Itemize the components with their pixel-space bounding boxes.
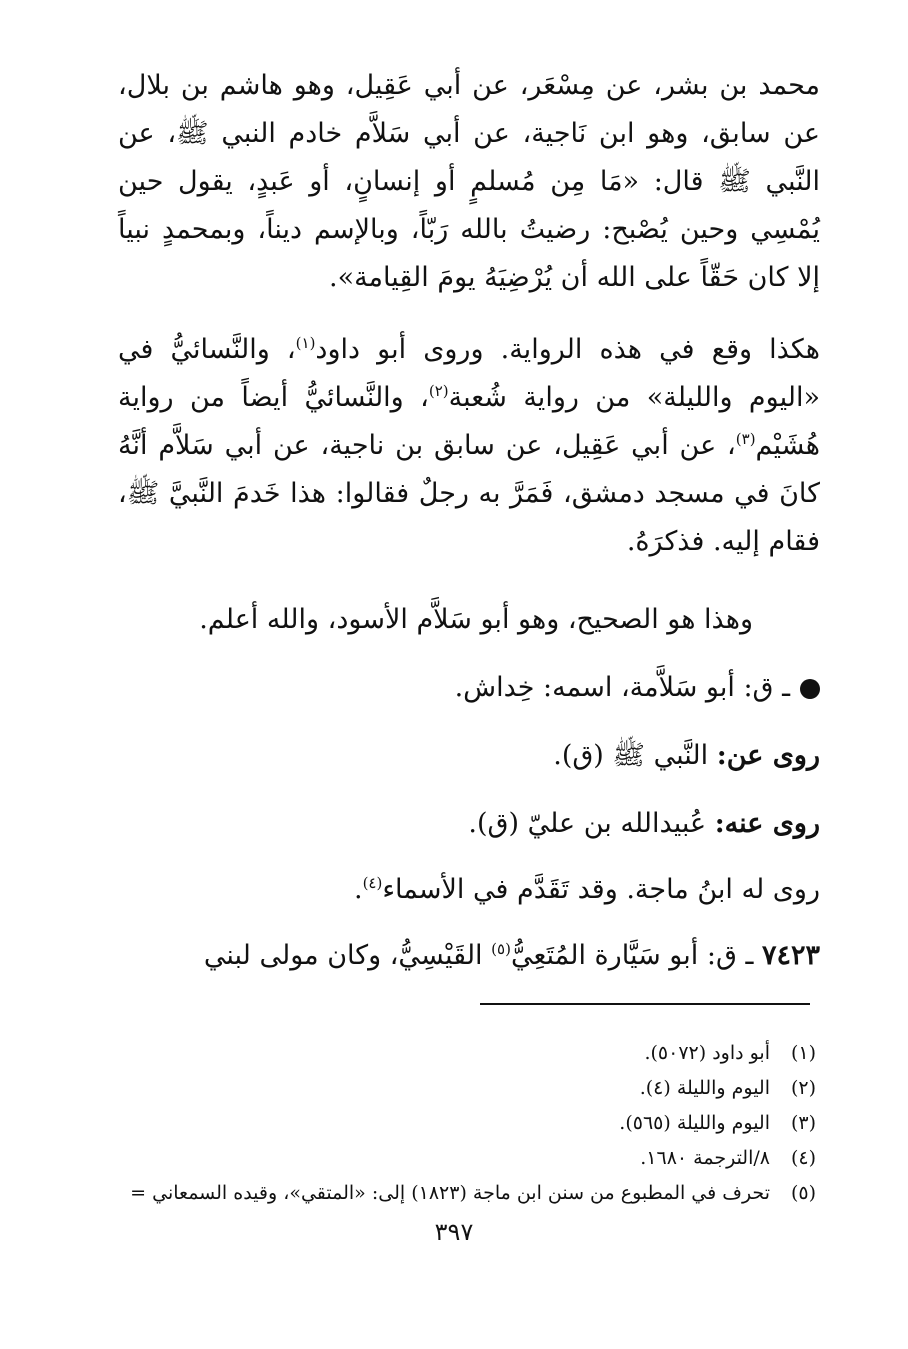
footnote-text: اليوم والليلة (٤).	[639, 1077, 770, 1099]
footnote-number: (٥)	[790, 1182, 816, 1204]
paragraph-1-text: محمد بن بشر، عن مِسْعَر، عن أبي عَقِيل، وهو هاشم بن بلال، عن سابق، وهو ابن نَاجية، عن أبي سَلاَّم خادم النبي ﷺ، عن النَّبي ﷺ قال: «مَا مِن مُسلمٍ أو إنسانٍ، أو عَبدٍ، يقول حين يُمْسِي وحين يُصْبح: رضيتُ بالله رَبّاً، وبالإسم ديناً، وبمحمدٍ نبياً إلا كان حَقّاً على الله أن يُرْضِيَهُ يومَ القِيامة».	[118, 70, 820, 293]
entry-number: ٧٤٢٣	[761, 940, 820, 971]
narrated-by-label: روى عنه:	[714, 808, 820, 839]
footnote-ref-4[interactable]: (٤)	[362, 874, 383, 892]
narrated-for-end: .	[353, 874, 363, 905]
paragraph-2-part2: ، والنَّسائيُّ في «اليوم والليلة» من رواية شُعبة	[118, 334, 820, 413]
paragraph-2-part1: هكذا وقع في هذه الرواية. وروى أبو داود	[315, 334, 820, 365]
entry-heading-text: ـ ق: أبو سَلاَّمة، اسمه: خِداش.	[454, 672, 790, 703]
narrated-by-line	[468, 800, 820, 848]
entry-heading	[455, 664, 820, 712]
footnote-ref-3[interactable]: (٣)	[735, 430, 756, 448]
narrated-for-line	[354, 866, 820, 914]
footnote-item	[86, 1176, 816, 1211]
narrated-from-line	[553, 732, 820, 780]
footnote-ref-1[interactable]: (١)	[295, 334, 316, 352]
narrated-for-text: روى له ابنُ ماجة. وقد تَقَدَّم في الأسماء	[382, 874, 820, 905]
footnote-ref-2[interactable]: (٢)	[428, 382, 449, 400]
footnote-number: (٢)	[790, 1077, 816, 1099]
page-number: ٣٩٧	[434, 1218, 474, 1246]
footnote-text: تحرف في المطبوع من سنن ابن ماجة (١٨٢٣) إلى: «المتقي»، وقيده السمعاني =	[130, 1182, 770, 1204]
narrated-by-text: عُبيدالله بن عليّ (ق).	[468, 808, 707, 839]
narrated-from-text: النَّبي ﷺ (ق).	[553, 740, 709, 771]
paragraph-3	[199, 596, 753, 644]
paragraph-2-part4: ، عن أبي عَقِيل، عن سابق بن ناجية، عن أبي سَلاَّم أنَّهُ كانَ في مسجد دمشق، فَمَرَّ به رجلٌ فقالوا: هذا خَدمَ النَّبيَّ ﷺ، فقام إليه. فذكرَهُ.	[118, 430, 820, 557]
footnote-number: (١)	[790, 1042, 816, 1064]
entry-7423-part2: القَيْسِيُّ، وكان مولى لبني	[203, 940, 492, 971]
footnote-text: ٨/الترجمة ١٦٨٠.	[640, 1147, 770, 1169]
footnote-item	[86, 1071, 816, 1106]
footnote-item	[86, 1141, 816, 1176]
footnote-number: (٣)	[790, 1112, 816, 1134]
footnotes	[86, 1036, 816, 1211]
footnote-divider	[480, 1003, 810, 1005]
entry-7423-part1: ـ ق: أبو سَيَّارة المُتَعِيُّ	[510, 940, 754, 971]
footnote-item	[86, 1036, 816, 1071]
paragraph-2	[118, 326, 820, 566]
bullet-icon	[800, 679, 820, 699]
footnote-number: (٤)	[790, 1147, 816, 1169]
footnote-text: اليوم والليلة (٥٦٥).	[619, 1112, 770, 1134]
paragraph-1	[118, 62, 820, 302]
entry-7423	[118, 932, 820, 980]
narrated-from-label: روى عن:	[716, 740, 820, 771]
paragraph-3-text: وهذا هو الصحيح، وهو أبو سَلاَّم الأسود، والله أعلم.	[199, 604, 753, 635]
footnote-ref-5[interactable]: (٥)	[491, 940, 511, 958]
footnote-item	[86, 1106, 816, 1141]
footnote-text: أبو داود (٥٠٧٢).	[644, 1042, 770, 1064]
paragraph-2-part3: ، والنَّسائيُّ أيضاً من رواية هُشَيْم	[118, 382, 820, 461]
